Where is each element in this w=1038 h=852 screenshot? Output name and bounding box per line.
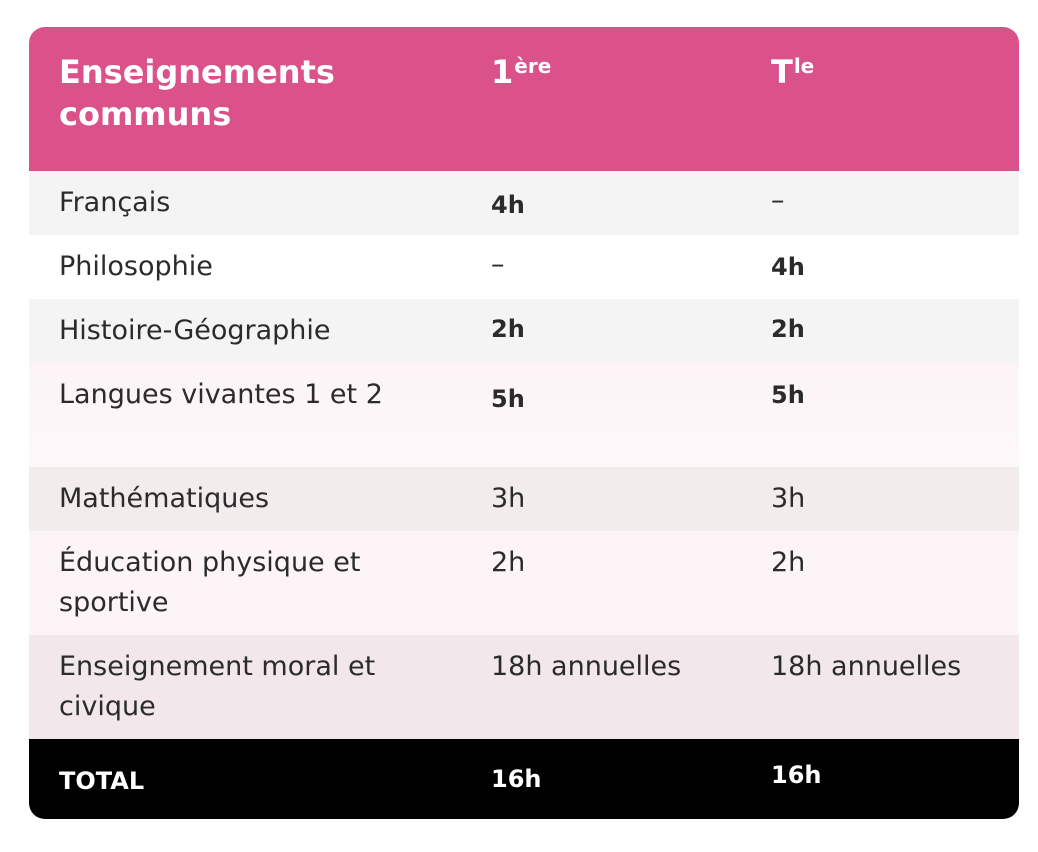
table-row [29, 235, 1019, 299]
header-terminale [771, 51, 814, 93]
row-subject: Langues vivantes 1 et 2 [59, 379, 383, 410]
row-premiere: 18h annuelles [491, 651, 682, 682]
row-terminale: 2h [771, 547, 806, 578]
row-terminale: 3h [771, 483, 806, 514]
total-label: TOTAL [59, 767, 145, 795]
row-premiere: 2h [491, 547, 526, 578]
row-terminale: 5h [771, 381, 805, 409]
header-title: Enseignements communs [59, 53, 335, 133]
row-terminale: – [771, 185, 785, 216]
total-premiere: 16h [491, 765, 542, 793]
header-terminale-base: T [771, 53, 793, 91]
row-subject: Mathématiques [59, 483, 270, 514]
header-premiere-sup: ère [514, 54, 552, 78]
row-premiere: – [491, 249, 505, 280]
row-subject: Français [59, 187, 171, 218]
row-subject: Histoire-Géographie [59, 315, 331, 346]
table-total-row [29, 739, 1019, 819]
row-premiere: 5h [491, 385, 525, 413]
row-subject: Éducation physique et sportive [59, 547, 361, 618]
row-terminale: 18h annuelles [771, 651, 962, 682]
table-row [29, 171, 1019, 235]
table-row [29, 635, 1019, 739]
header-terminale-sup: le [793, 54, 815, 78]
header-premiere [491, 51, 551, 93]
table-row [29, 299, 1019, 363]
table-row [29, 467, 1019, 531]
schedule-table [29, 27, 1019, 819]
row-terminale: 4h [771, 253, 805, 281]
row-terminale: 2h [771, 315, 805, 343]
row-premiere: 3h [491, 483, 526, 514]
row-premiere: 4h [491, 191, 525, 219]
row-subject: Enseignement moral et civique [59, 651, 376, 722]
total-terminale: 16h [771, 761, 822, 789]
row-premiere: 2h [491, 315, 525, 343]
table-row [29, 363, 1019, 467]
row-subject: Philosophie [59, 251, 213, 282]
header-premiere-base: 1 [491, 53, 514, 91]
table-row [29, 531, 1019, 635]
table-header [29, 27, 1019, 171]
